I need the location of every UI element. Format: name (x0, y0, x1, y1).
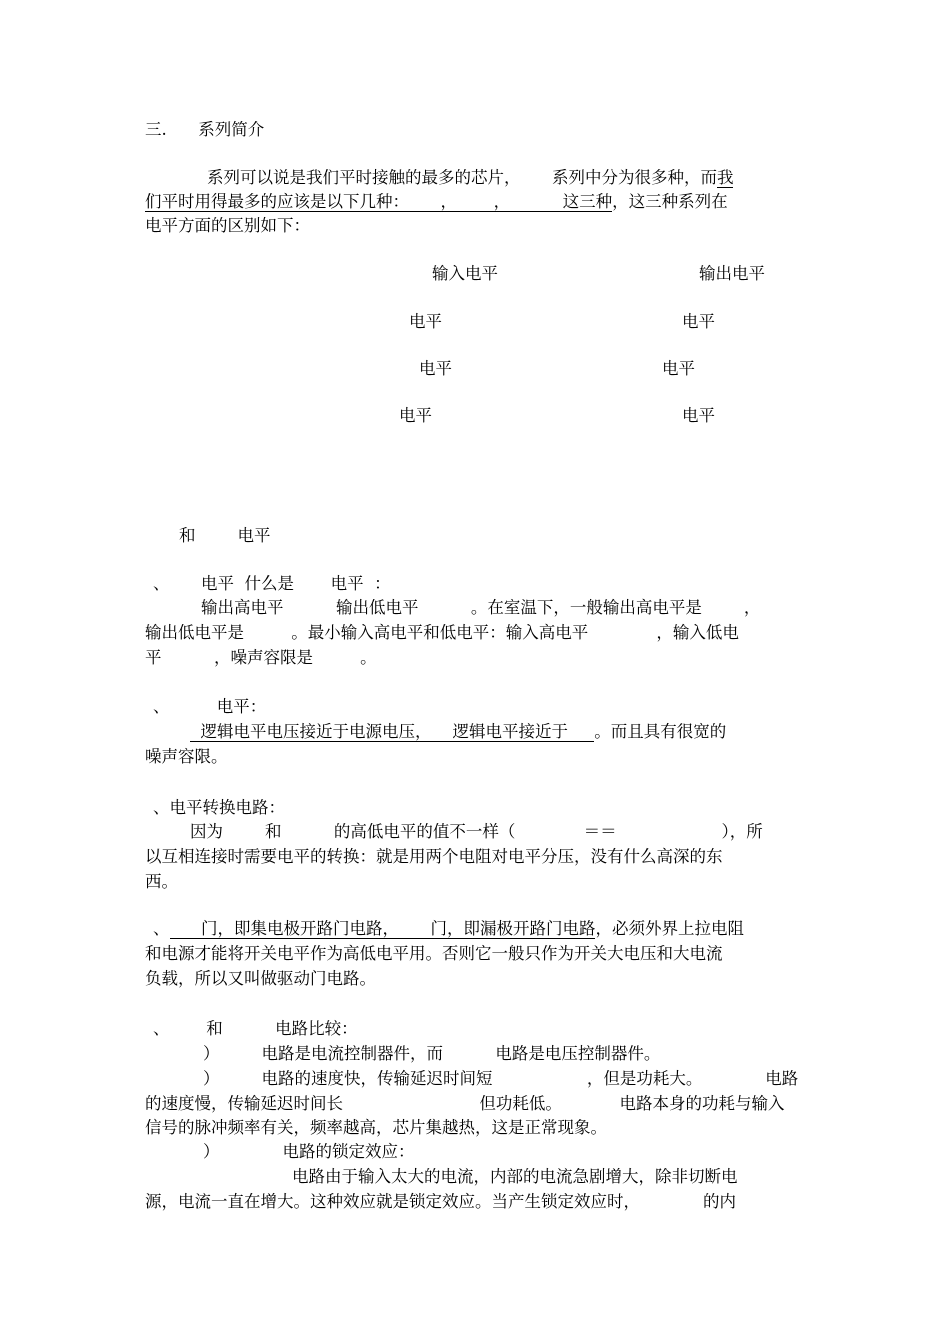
underlined-text: 逻辑电平电压接近于电源电压， 逻辑电平接近于 (190, 722, 595, 741)
table-header-input: 输入电平 (432, 264, 498, 283)
s4-text: ，必须外界上拉电阻 (595, 919, 744, 938)
table-header-output: 输出电平 (699, 264, 765, 283)
subsection-title: 和 电平 (179, 526, 271, 545)
s2-text: 。而且具有很宽的 (594, 722, 727, 741)
s5-title: 、 和 电路比较： (153, 1019, 358, 1038)
s5-point-2: ） 电路的速度快，传输延迟时间短 ，但是功耗大。 电路 (203, 1069, 799, 1088)
s4-line-3: 负载，所以又叫做驱动门电路。 (145, 969, 376, 988)
s1-line-1: 输出高电平 输出低电平 。在室温下，一般输出高电平是 ， (201, 598, 761, 617)
s2-title: 、 电平： (153, 697, 267, 716)
table-cell: 电平 (682, 406, 715, 425)
s4-line-2: 和电源才能将开关电平作为高低电平用。否则它一般只作为开关大电压和大电流 (145, 944, 723, 963)
table-cell: 电平 (399, 406, 432, 425)
intro-line-3: 电平方面的区别如下： (145, 216, 310, 235)
s5-point-3: ） 电路的锁定效应： (203, 1142, 415, 1161)
s3-line-1: 因为 和 的高低电平的值不一样（ ＝＝ ），所 (190, 822, 763, 841)
intro-text: ，这三种系列在 (612, 192, 728, 211)
underlined-text: 们平时用得最多的应该是以下几种： ， ， 这三种 (145, 192, 613, 211)
table-cell: 电平 (682, 312, 715, 331)
table-cell: 电平 (662, 359, 695, 378)
s1-line-2: 输出低电平是 。最小输入高电平和低电平：输入高电平 ，输入低电 (145, 623, 739, 642)
s1-line-3: 平 ，噪声容限是 。 (145, 648, 377, 667)
table-cell: 电平 (419, 359, 452, 378)
s1-title: 、 电平 什么是 电平 ： (153, 574, 391, 593)
s5-point-1: ） 电路是电流控制器件，而 电路是电压控制器件。 (203, 1044, 661, 1063)
intro-line-2 (145, 191, 728, 213)
s2-line-1 (190, 721, 726, 743)
s3-line-2: 以互相连接时需要电平的转换：就是用两个电阻对电平分压，没有什么高深的东 (145, 847, 723, 866)
intro-line-1 (207, 167, 733, 189)
s4-line-1 (153, 918, 744, 940)
s5-point-2-line-3: 信号的脉冲频率有关，频率越高，芯片集越热，这是正常现象。 (145, 1118, 607, 1137)
intro-text: 系列可以说是我们平时接触的最多的芯片， 系列中分为很多种，而 (207, 168, 717, 187)
s5-point-2-line-2: 的速度慢，传输延迟时间长 但功耗低。 电路本身的功耗与输入 (145, 1094, 785, 1113)
s5-point-3-line-2: 源，电流一直在增大。这种效应就是锁定效应。当产生锁定效应时， 的内 (145, 1192, 736, 1211)
underlined-text: 我 (716, 168, 734, 187)
s5-point-3-line-1: 电路由于输入太大的电流，内部的电流急剧增大，除非切断电 (292, 1167, 738, 1186)
s4-text: 、 (153, 919, 170, 938)
section-heading: 三. 系列简介 (145, 120, 265, 139)
s3-line-3: 西。 (145, 872, 178, 891)
s3-title: 、电平转换电路： (153, 798, 285, 817)
table-cell: 电平 (409, 312, 442, 331)
underlined-text: 门，即集电极开路门电路， (169, 919, 399, 938)
underlined-text: 门，即漏极开路门电路 (398, 919, 596, 938)
s2-line-2: 噪声容限。 (145, 747, 228, 766)
